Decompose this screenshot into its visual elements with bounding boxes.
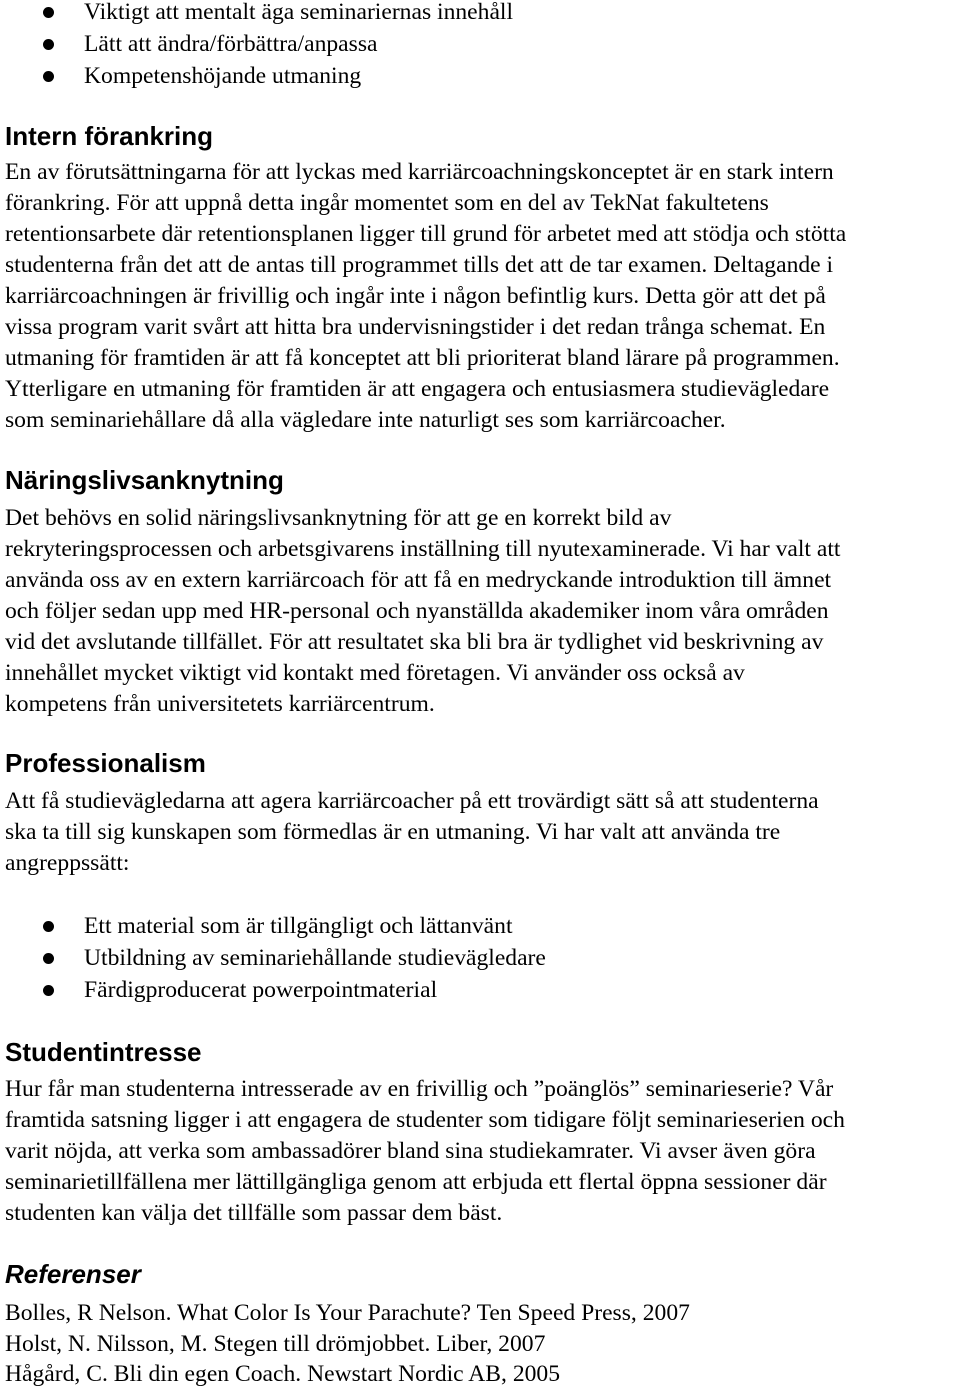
bullet-icon [43, 71, 54, 82]
text-line: utmaning för framtiden är att få konceptet att bli prioriterat bland lärare på programmen. [5, 345, 840, 371]
list-item-text: Kompetenshöjande utmaning [84, 63, 362, 89]
text-line: varit nöjda, att verka som ambassadörer bland sina studiekamrater. Vi avser även göra [5, 1138, 816, 1164]
paragraph-intern [5, 157, 846, 436]
text-line: studenterna från det att de antas till programmet tills det att de tar examen. Deltagande i [5, 252, 834, 278]
text-line: studenten kan välja det tillfälle som passar dem bäst. [5, 1200, 503, 1226]
text-line: Att få studievägledarna att agera karriärcoacher på ett trovärdigt sätt så att studenterna [5, 788, 819, 814]
bullet-icon [43, 7, 54, 18]
section-heading-naringsliv: Näringslivsanknytning [5, 465, 284, 495]
text-line: och följer sedan upp med HR-personal och nyanställda akademiker inom våra områden [5, 598, 829, 624]
text-line: vissa program varit svårt att hitta bra undervisningstider i det redan trånga schemat. En [5, 314, 826, 340]
paragraph-naringsliv [5, 503, 840, 720]
text-line: använda oss av en extern karriärcoach för att få en medryckande introduktion till ämnet [5, 567, 832, 593]
bullet-icon [43, 985, 54, 996]
list-item [0, 943, 546, 975]
list-item-text: Viktigt att mentalt äga seminariernas innehåll [84, 0, 514, 25]
list-item [0, 29, 513, 61]
text-line: kompetens från universitetets karriärcentrum. [5, 691, 435, 717]
list-item-text: Ett material som är tillgängligt och lättanvänt [84, 913, 513, 939]
text-line: Ytterligare en utmaning för framtiden är att engagera och entusiasmera studievägledare [5, 376, 830, 402]
reference-item: Holst, N. Nilsson, M. Stegen till drömjobbet. Liber, 2007 [5, 1330, 546, 1357]
text-line: vid det avslutande tillfället. För att resultatet ska bli bra är tydlighet vid beskrivning av [5, 629, 824, 655]
list-item-text: Utbildning av seminariehållande studievägledare [84, 945, 546, 971]
list-item [0, 61, 513, 93]
text-line: En av förutsättningarna för att lyckas med karriärcoachningskonceptet är en stark intern [5, 159, 834, 185]
text-line: karriärcoachningen är frivillig och ingår inte i någon befintlig kurs. Detta gör att det på [5, 283, 826, 309]
list-item [0, 911, 546, 943]
section-heading-referenser: Referenser [5, 1259, 141, 1289]
text-line: seminarietillfällena mer lättillgängliga genom att erbjuda ett flertal öppna sessioner där [5, 1169, 827, 1195]
text-line: retentionsarbete där retentionsplanen ligger till grund för arbetet med att stödja och stötta [5, 221, 847, 247]
reference-item: Bolles, R Nelson. What Color Is Your Parachute? Ten Speed Press, 2007 [5, 1300, 690, 1326]
text-line: som seminariehållare då alla vägledare inte naturligt ses som karriärcoacher. [5, 407, 726, 433]
approach-bullet-list [0, 911, 546, 1007]
section-heading-professionalism: Professionalism [5, 748, 206, 778]
text-line: framtida satsning ligger i att engagera de studenter som tidigare följt seminarieserien och [5, 1107, 845, 1133]
text-line: rekryteringsprocessen och arbetsgivarens inställning till nyutexaminerade. Vi har valt att [5, 536, 841, 562]
text-line: angreppssätt: [5, 850, 130, 876]
text-line: ska ta till sig kunskapen som förmedlas är en utmaning. Vi har valt att använda tre [5, 819, 781, 845]
bullet-icon [43, 921, 54, 932]
text-line: förankring. För att uppnå detta ingår momentet som en del av TekNat fakultetens [5, 190, 769, 216]
list-item [0, 975, 546, 1007]
top-bullet-list [0, 0, 513, 93]
reference-item: Hågård, C. Bli din egen Coach. Newstart Nordic AB, 2005 [5, 1361, 561, 1387]
paragraph-professionalism [5, 786, 819, 879]
list-item [0, 0, 513, 29]
list-item-text: Färdigproducerat powerpointmaterial [84, 977, 438, 1003]
paragraph-studentintresse [5, 1074, 845, 1229]
text-line: Det behövs en solid näringslivsanknytning för att ge en korrekt bild av [5, 505, 672, 531]
section-heading-studentintresse: Studentintresse [5, 1037, 202, 1067]
bullet-icon [43, 39, 54, 50]
bullet-icon [43, 953, 54, 964]
list-item-text: Lätt att ändra/förbättra/anpassa [84, 31, 378, 57]
section-heading-intern: Intern förankring [5, 121, 214, 151]
text-line: innehållet mycket viktigt vid kontakt med företagen. Vi använder oss också av [5, 660, 745, 686]
text-line: Hur får man studenterna intresserade av en frivillig och ”poänglös” seminarieserie? Vår [5, 1076, 834, 1102]
reference-list [5, 1298, 690, 1390]
